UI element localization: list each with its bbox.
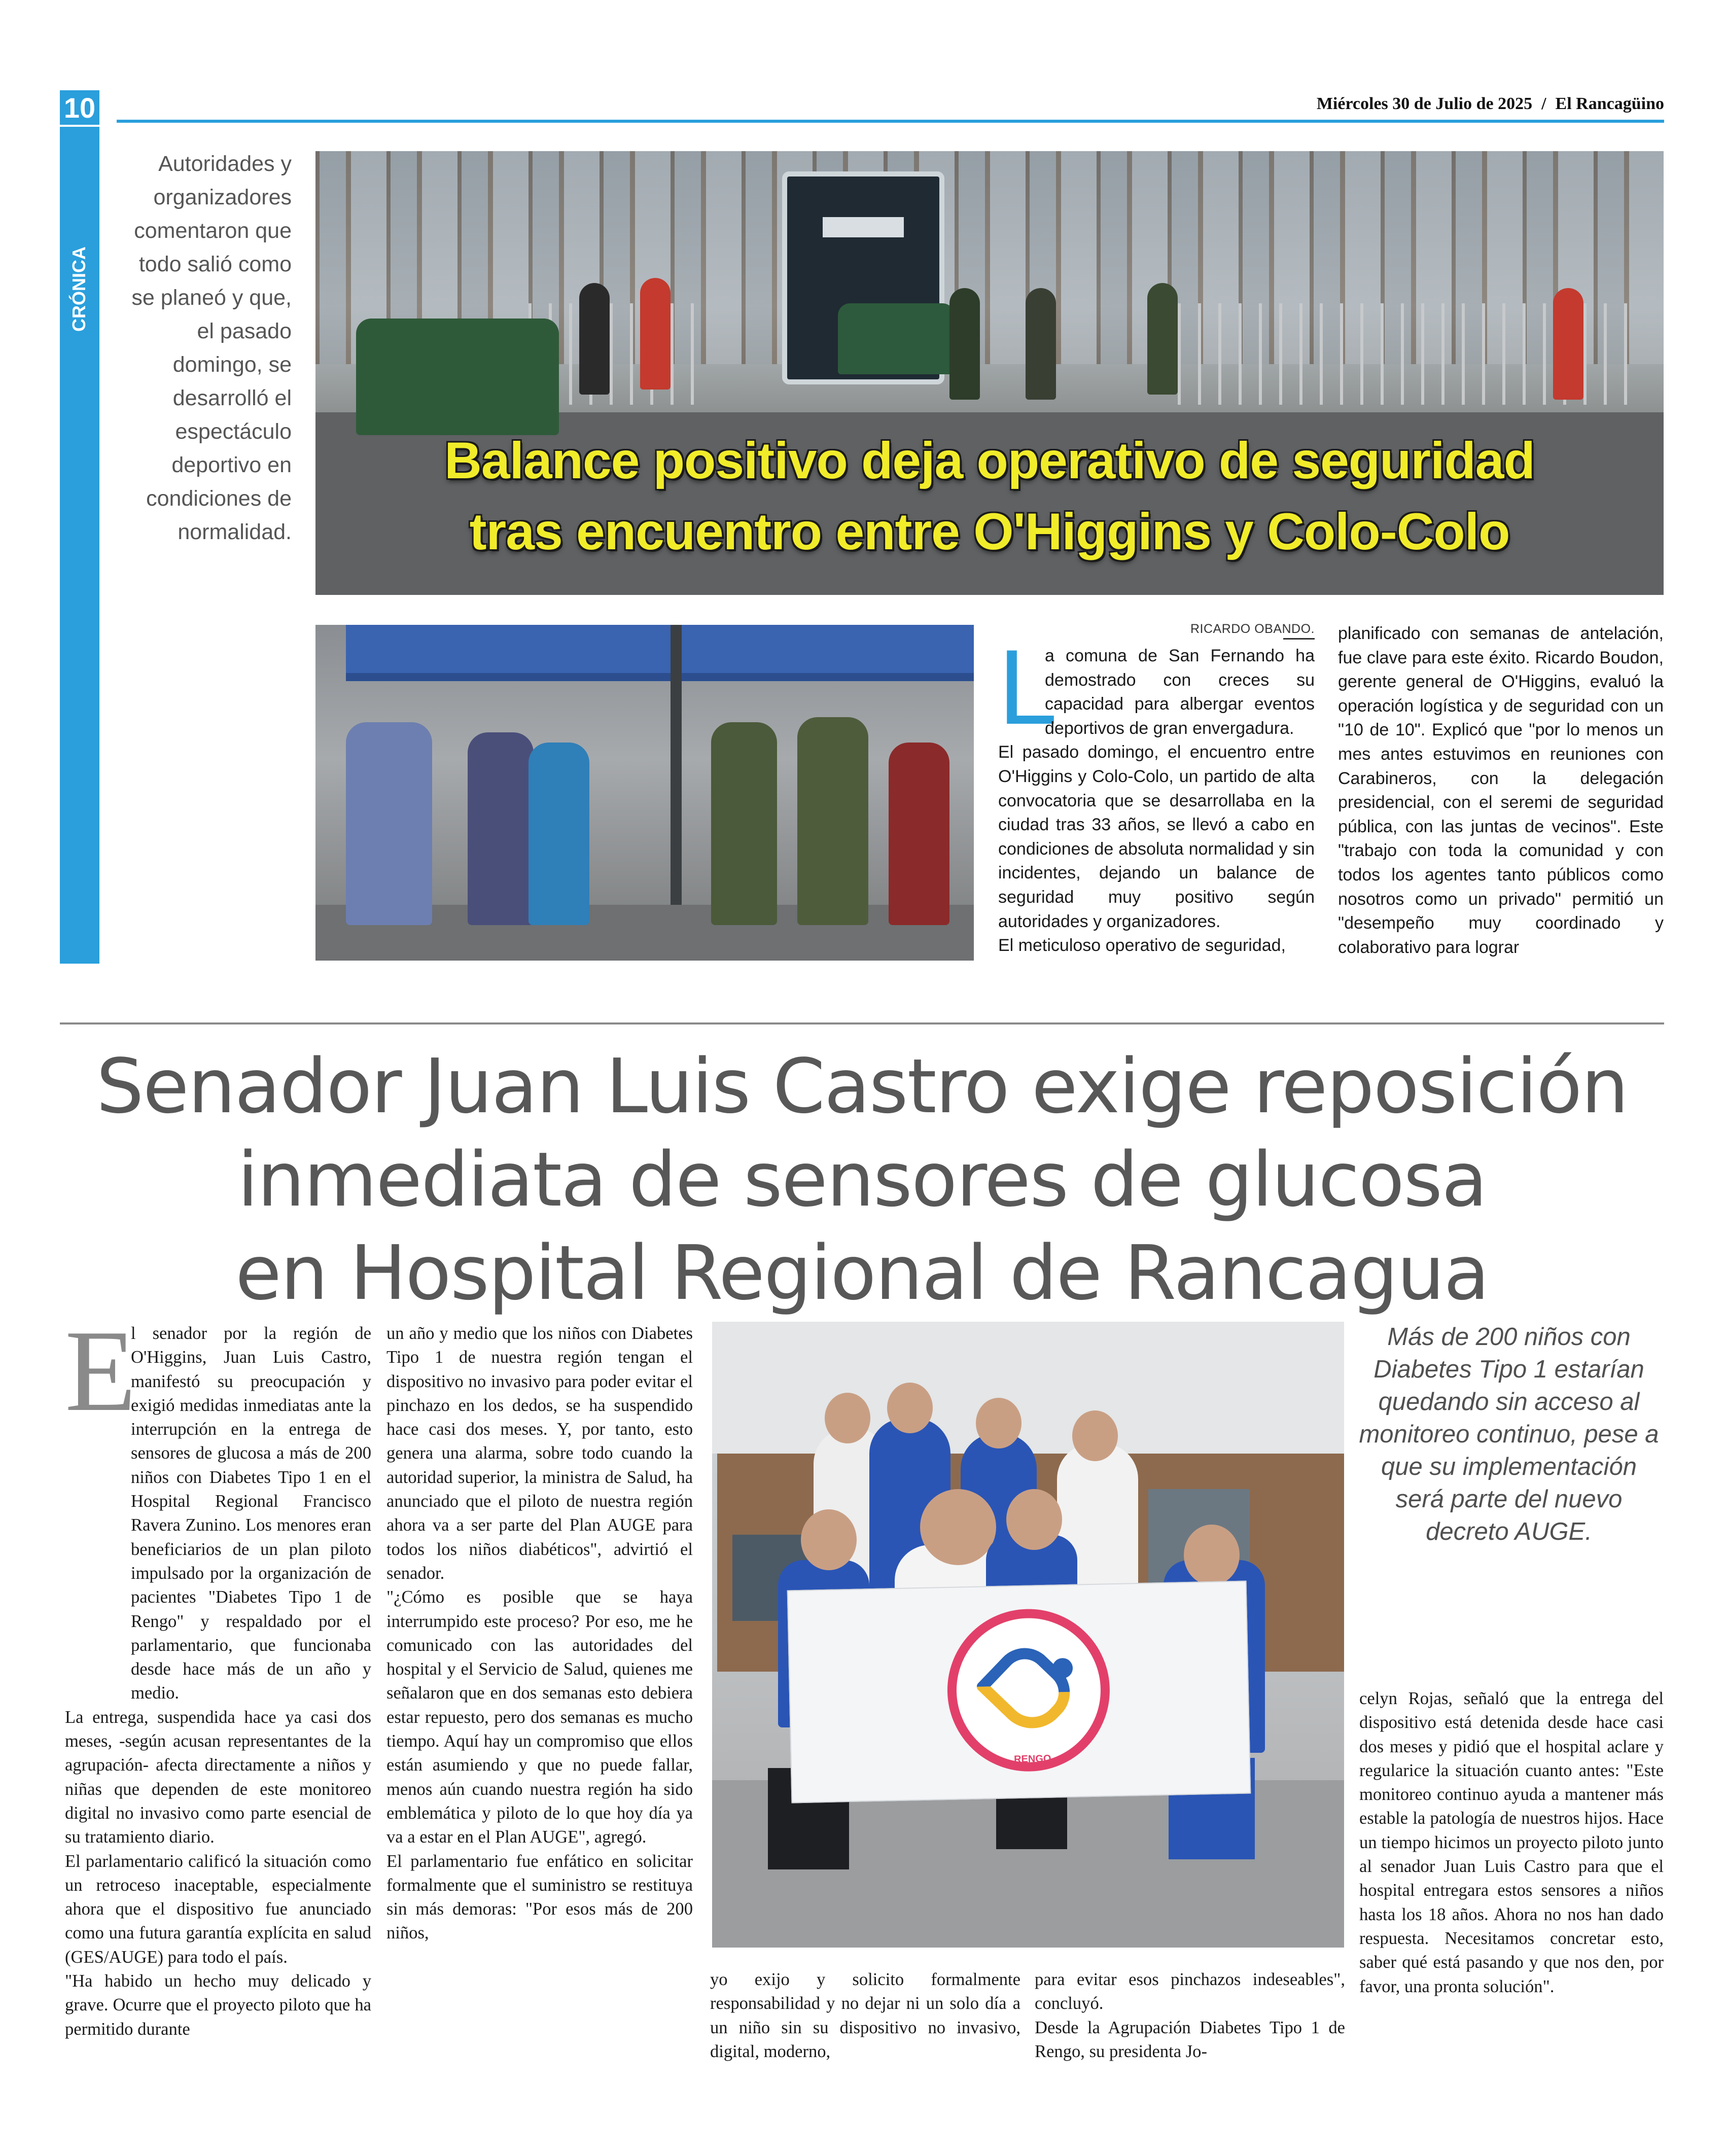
article1-headline (315, 425, 1664, 567)
article2-headline-line3: en Hospital Regional de Rancagua (235, 1229, 1489, 1317)
article1-byline: RICARDO OBANDO. (1190, 622, 1315, 636)
newspaper-name: El Rancagüino (1555, 94, 1664, 113)
article2-col4-p1: para evitar esos pinchazos indeseables", concluyó. (1035, 1970, 1345, 2013)
issue-date: Miércoles 30 de Julio de 2025 (1316, 94, 1533, 113)
article2-col5-p1: celyn Rojas, señaló que la entrega del dispositivo está detenida desde hace casi dos meses y pidió que el hospital aclare y regularice la situación cuanto antes: "Este monitoreo continuo ayuda a mantener más estable la patología de nuestros hijos. Hace un tiempo hicimos un proyecto piloto junto al senador Juan Luis Castro para que el hospital entregara estos sensores a niños hasta los 18 años. Ahora no nos han dado respuesta. Necesitamos concretar esto, saber qué está pasando y que nos den, por favor, una pronta solución". (1359, 1689, 1664, 1996)
article2-headline-line1: Senador Juan Luis Castro exige reposición (96, 1043, 1628, 1130)
article1-summary: Autoridades y organizadores comentaron que todo salió como se planeó y que, el pasado domingo, se desarrolló el espectáculo deportivo en condiciones de normalidad. (131, 152, 292, 544)
article2-col2-p1: un año y medio que los niños con Diabetes Tipo 1 de nuestra región tengan el dispositivo no invasivo para poder evitar el pinchazo en los dedos, se ha suspendido hace casi dos meses. Y, por tanto, esto genera una alarma, sobre todo cuando la autoridad superior, la ministra de Salud, ha anunciado que el piloto de nuestra región ahora va a ser parte del Plan AUGE para todos los niños diabéticos", advirtió el senador. (386, 1324, 693, 1583)
article2-col1-p3: El parlamentario calificó la situación como un retroceso inaceptable, especialmente ahora que el dispositivo fue anunciado como una futura garantía explícita en salud (GES/AUGE) para todo el país. (65, 1851, 371, 1967)
article1-headline-line1: Balance positivo deja operativo de seguridad (444, 432, 1535, 489)
section-label: CRÓNICA (68, 246, 89, 332)
police-car (356, 319, 559, 435)
article2-headline (60, 1040, 1664, 1320)
article2-col1-lead: l senador por la región de O'Higgins, Juan Luis Castro, manifestó su preocupación y exigió medidas inmediatas ante la interrupción en la entrega de sensores de glucosa a más de 200 niños con Diabetes Tipo 1 en el Hospital Regional Francisco Ravera Zunino. Los menores eran beneficiarios de un plan piloto impulsado por la organización de pacientes "Diabetes Tipo 1 de Rengo" y respaldado por el parlamentario, que funcionaba desde hace más de un año y medio. (131, 1324, 371, 1703)
article1-col2-p1: planificado con semanas de antelación, fue clave para este éxito. Ricardo Boudon, gerente general de O'Higgins, evaluó la operación logística y de seguridad con un "10 de 10". Explicó que "por lo menos un mes antes estuvimos en reuniones con Carabineros, con la delegación presidencial, con el seremi de seguridad pública, con las juntas de vecinos". Este "trabajo con toda la comunidad y con todos los agentes tanto públicos como nosotros como un privado" permitió un "desempeño muy coordinado y colaborativo para lograr (1338, 624, 1664, 957)
header-info (1317, 94, 1664, 114)
byline-rule (1283, 638, 1315, 640)
article2-col3-p1: yo exijo y solicito formalmente responsabilidad y no dejar ni un solo día a un niño sin su dispositivo no invasivo, digital, moderno, (710, 1970, 1020, 2061)
article2-col4-p2: Desde la Agrupación Diabetes Tipo 1 de Rengo, su presidenta Jo- (1035, 2018, 1345, 2061)
police-tent-photo (315, 625, 974, 961)
section-divider (60, 1022, 1664, 1024)
page-number: 10 (60, 90, 99, 125)
article1-dropcap: L (998, 627, 1058, 747)
article2-column-3 (710, 1968, 1020, 2064)
article1-column-2 (1338, 622, 1664, 960)
article2-column-4 (1035, 1968, 1345, 2064)
article2-column-2 (386, 1322, 693, 1946)
diabetes-group-photo (712, 1322, 1344, 1948)
banner-caption: RENGO (1013, 1753, 1051, 1765)
article1-col1-p2: El meticuloso operativo de seguridad, (998, 936, 1286, 956)
header-separator: / (1541, 94, 1546, 113)
article1-col1-p1: El pasado domingo, el encuentro entre O'Higgins y Colo-Colo, un partido de alta convocatoria que se desarrollaba en la ciudad tras 33 años, se llevó a cabo en condiciones de absoluta normalidad y sin incidentes, dejando un balance de seguridad muy positivo según autoridades y organizadores. (998, 743, 1315, 931)
article2-pull-quote: Más de 200 niños con Diabetes Tipo 1 estarían quedando sin acceso al monitoreo continuo, pese a que su implementación será parte del nuevo decreto AUGE. (1359, 1323, 1659, 1545)
article2-col2-p3: El parlamentario fue enfático en solicitar formalmente que el suministro se restituya sin más demoras: "Por esos más de 200 niños, (386, 1851, 693, 1943)
article2-headline-line2: inmediata de sensores de glucosa (237, 1136, 1487, 1223)
diabetes-heart-logo-icon (946, 1607, 1112, 1773)
stadium-security-photo (315, 151, 1664, 595)
article2-col1-p2: La entrega, suspendida hace ya casi dos meses, -según acusan representantes de la agrupación- afecta directamente a niños y niñas que dependen de este monitoreo digital no invasivo como parte esencial de su tratamiento diario. (65, 1707, 371, 1847)
article2-column-1 (65, 1306, 371, 2041)
article2-col1-p4: "Ha habido un hecho muy delicado y grave. Ocurre que el proyecto piloto que ha permitido durante (65, 1971, 371, 2039)
article2-column-5 (1359, 1687, 1664, 1999)
article2-dropcap: E (65, 1306, 136, 1435)
article1-headline-line2: tras encuentro entre O'Higgins y Colo-Colo (469, 503, 1510, 560)
agrupacion-banner (787, 1581, 1251, 1804)
article2-col2-p2: "¿Cómo es posible que se haya interrumpido este proceso? Por eso, me he comunicado con las autoridades del hospital y el Servicio de Salud, quienes me señalaron que en dos semanas esto debiera estar repuesto, pero dos semanas es mucho tiempo. Aquí hay un compromiso que ellos están asumiendo y que no puede fallar, menos aún cuando nuestra región ha sido emblemática y piloto de lo que hoy día ya va a estar en el Plan AUGE", agregó. (386, 1587, 693, 1847)
article1-col1-lead: a comuna de San Fernando ha demostrado con creces su capacidad para albergar eventos deportivos de gran envergadura. (1045, 646, 1315, 738)
header-rule (117, 120, 1664, 123)
